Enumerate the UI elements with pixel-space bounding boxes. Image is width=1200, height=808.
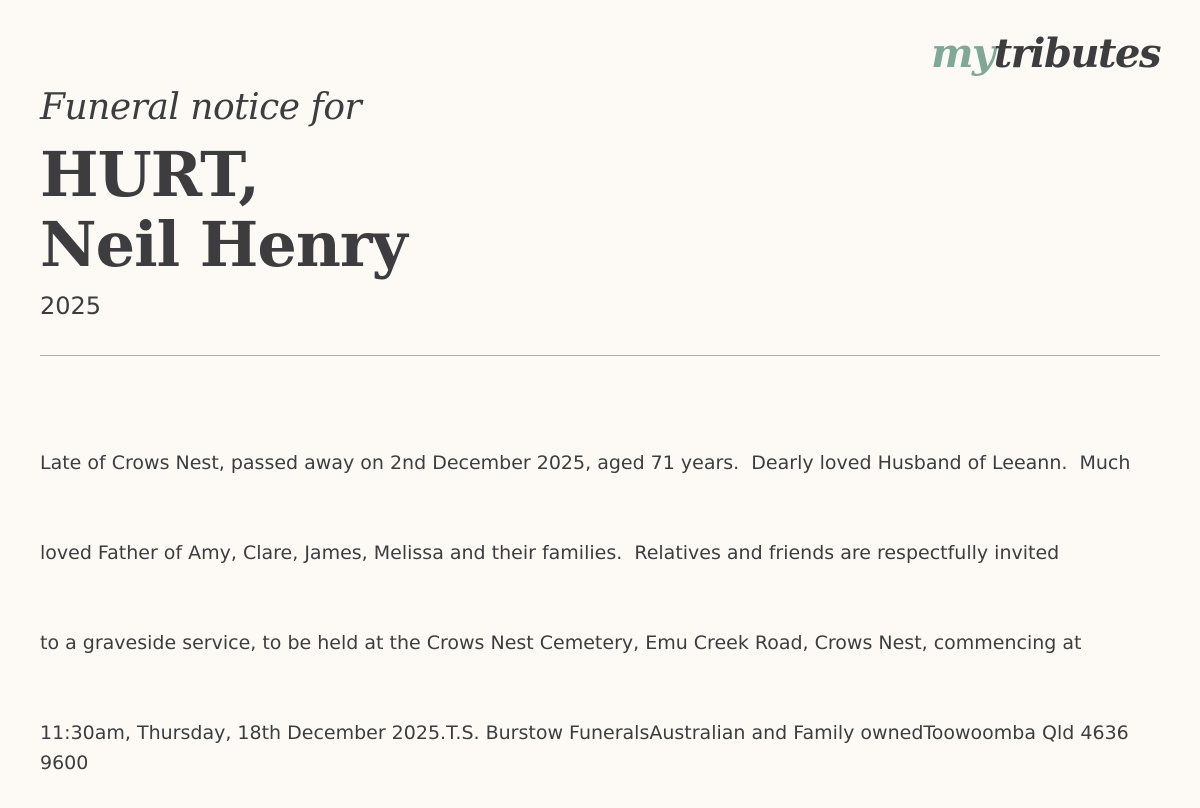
divider — [40, 355, 1160, 356]
logo-tributes: tributes — [993, 30, 1160, 77]
notice-body — [40, 388, 1180, 808]
deceased-given-names: Neil Henry — [40, 208, 407, 281]
notice-body-line: Late of Crows Nest, passed away on 2nd December 2025, aged 71 years. Dearly loved Husband of Leeann. Much — [40, 452, 1131, 474]
notice-type-heading: Funeral notice for — [40, 87, 362, 128]
notice-body-line: loved Father of Amy, Clare, James, Melissa and their families. Relatives and friends are respectfully invited — [40, 542, 1060, 564]
deceased-name — [40, 140, 407, 280]
logo-my: my — [931, 30, 994, 77]
notice-year: 2025 — [40, 292, 102, 320]
mytributes-logo[interactable] — [931, 30, 1160, 77]
deceased-surname: HURT, — [40, 138, 259, 211]
notice-body-line: 11:30am, Thursday, 18th December 2025.T.S. Burstow FuneralsAustralian and Family ownedToowoomba Qld 4636 9600 — [40, 722, 1135, 774]
notice-body-line: to a graveside service, to be held at the Crows Nest Cemetery, Emu Creek Road, Crows Nest, commencing at — [40, 632, 1082, 654]
